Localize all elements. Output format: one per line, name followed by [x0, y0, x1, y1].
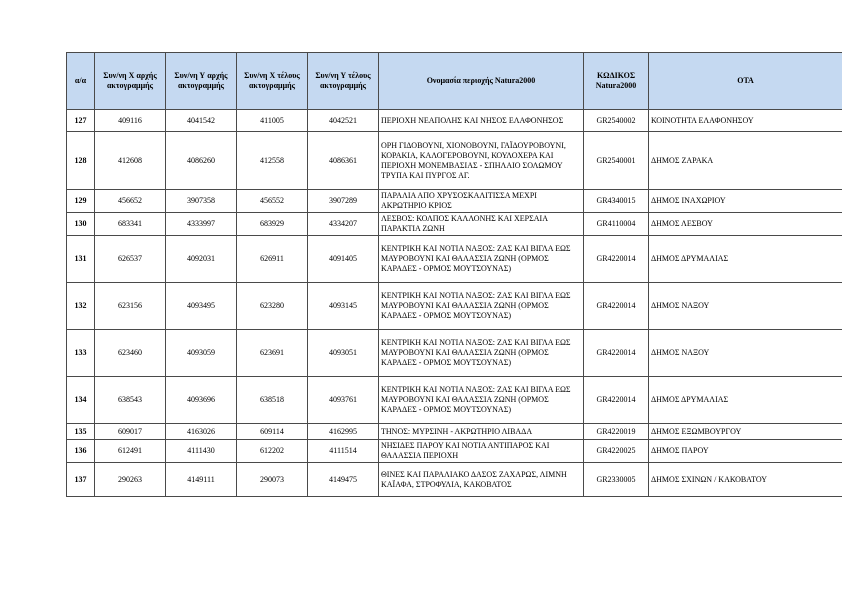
- table-row: [67, 132, 842, 190]
- row-aa: 134: [67, 377, 95, 424]
- row-y-start: 4163026: [166, 424, 237, 440]
- row-y-start: 4092031: [166, 236, 237, 283]
- row-x-start: 456652: [95, 190, 166, 213]
- header-aa: α/α: [67, 53, 95, 110]
- header-natura-code: ΚΩΔΙΚΟΣ Natura2000: [584, 53, 649, 110]
- row-natura-code: GR4220019: [584, 424, 649, 440]
- row-natura-name: ΠΕΡΙΟΧΗ ΝΕΑΠΟΛΗΣ ΚΑΙ ΝΗΣΟΣ ΕΛΑΦΟΝΗΣΟΣ: [379, 110, 584, 132]
- table-row: [67, 330, 842, 377]
- header-natura-name: Ονομασία περιοχής Natura2000: [379, 53, 584, 110]
- natura-coastline-table: [66, 52, 842, 497]
- row-x-start: 412608: [95, 132, 166, 190]
- row-x-start: 626537: [95, 236, 166, 283]
- row-natura-code: GR4220014: [584, 330, 649, 377]
- table-row: [67, 424, 842, 440]
- row-x-end: 623691: [237, 330, 308, 377]
- row-aa: 131: [67, 236, 95, 283]
- row-natura-name: ΚΕΝΤΡΙΚΗ ΚΑΙ ΝΟΤΙΑ ΝΑΞΟΣ: ΖΑΣ ΚΑΙ ΒΙΓΛΑ ΕΩΣ ΜΑΥΡΟΒΟΥΝΙ ΚΑΙ ΘΑΛΑΣΣΙΑ ΖΩΝΗ (ΟΡΜΟΣ ΚΑΡΑΔΕΣ - ΟΡΜΟΣ ΜΟΥΤΣΟΥΝΑΣ): [379, 283, 584, 330]
- row-natura-name: ΚΕΝΤΡΙΚΗ ΚΑΙ ΝΟΤΙΑ ΝΑΞΟΣ: ΖΑΣ ΚΑΙ ΒΙΓΛΑ ΕΩΣ ΜΑΥΡΟΒΟΥΝΙ ΚΑΙ ΘΑΛΑΣΣΙΑ ΖΩΝΗ (ΟΡΜΟΣ ΚΑΡΑΔΕΣ - ΟΡΜΟΣ ΜΟΥΤΣΟΥΝΑΣ): [379, 330, 584, 377]
- row-natura-name: ΛΕΣΒΟΣ: ΚΟΛΠΟΣ ΚΑΛΛΟΝΗΣ ΚΑΙ ΧΕΡΣΑΙΑ ΠΑΡΑΚΤΙΑ ΖΩΝΗ: [379, 213, 584, 236]
- row-x-end: 623280: [237, 283, 308, 330]
- table-row: [67, 110, 842, 132]
- row-x-end: 638518: [237, 377, 308, 424]
- row-x-start: 638543: [95, 377, 166, 424]
- row-x-end: 456552: [237, 190, 308, 213]
- row-x-start: 609017: [95, 424, 166, 440]
- row-y-start: 4041542: [166, 110, 237, 132]
- row-ota: ΔΗΜΟΣ ΝΑΞΟΥ: [649, 330, 842, 377]
- row-natura-code: GR4220014: [584, 377, 649, 424]
- row-y-end: 4093761: [308, 377, 379, 424]
- row-x-start: 409116: [95, 110, 166, 132]
- row-ota: ΔΗΜΟΣ ΣΧΙΝΩΝ / ΚΑΚΟΒΑΤΟΥ: [649, 463, 842, 497]
- row-y-start: 4093696: [166, 377, 237, 424]
- row-y-end: 4042521: [308, 110, 379, 132]
- row-x-end: 683929: [237, 213, 308, 236]
- row-ota: ΔΗΜΟΣ ΙΝΑΧΩΡΙΟΥ: [649, 190, 842, 213]
- row-y-end: 4111514: [308, 440, 379, 463]
- row-natura-code: GR4220014: [584, 236, 649, 283]
- row-natura-name: ΤΗΝΟΣ: ΜΥΡΣΙΝΗ - ΑΚΡΩΤΗΡΙΟ ΛΙΒΑΔΑ: [379, 424, 584, 440]
- table-row: [67, 440, 842, 463]
- row-y-end: 4149475: [308, 463, 379, 497]
- row-y-start: 3907358: [166, 190, 237, 213]
- row-x-end: 412558: [237, 132, 308, 190]
- row-ota: ΔΗΜΟΣ ΔΡΥΜΑΛΙΑΣ: [649, 236, 842, 283]
- row-y-end: 3907289: [308, 190, 379, 213]
- row-x-end: 290073: [237, 463, 308, 497]
- row-y-start: 4093059: [166, 330, 237, 377]
- table-header-row: [67, 53, 842, 110]
- row-aa: 128: [67, 132, 95, 190]
- row-ota: ΔΗΜΟΣ ΝΑΞΟΥ: [649, 283, 842, 330]
- header-y-end: Συν/νη Υ τέλους ακτογραμμής: [308, 53, 379, 110]
- row-aa: 132: [67, 283, 95, 330]
- row-ota: ΚΟΙΝΟΤΗΤΑ ΕΛΑΦΟΝΗΣΟΥ: [649, 110, 842, 132]
- row-natura-code: GR2540001: [584, 132, 649, 190]
- row-ota: ΔΗΜΟΣ ΛΕΣΒΟΥ: [649, 213, 842, 236]
- row-y-end: 4093145: [308, 283, 379, 330]
- table-row: [67, 190, 842, 213]
- row-x-start: 623460: [95, 330, 166, 377]
- row-natura-name: ΚΕΝΤΡΙΚΗ ΚΑΙ ΝΟΤΙΑ ΝΑΞΟΣ: ΖΑΣ ΚΑΙ ΒΙΓΛΑ ΕΩΣ ΜΑΥΡΟΒΟΥΝΙ ΚΑΙ ΘΑΛΑΣΣΙΑ ΖΩΝΗ (ΟΡΜΟΣ ΚΑΡΑΔΕΣ - ΟΡΜΟΣ ΜΟΥΤΣΟΥΝΑΣ): [379, 236, 584, 283]
- row-natura-name: ΚΕΝΤΡΙΚΗ ΚΑΙ ΝΟΤΙΑ ΝΑΞΟΣ: ΖΑΣ ΚΑΙ ΒΙΓΛΑ ΕΩΣ ΜΑΥΡΟΒΟΥΝΙ ΚΑΙ ΘΑΛΑΣΣΙΑ ΖΩΝΗ (ΟΡΜΟΣ ΚΑΡΑΔΕΣ - ΟΡΜΟΣ ΜΟΥΤΣΟΥΝΑΣ): [379, 377, 584, 424]
- row-y-start: 4149111: [166, 463, 237, 497]
- row-natura-code: GR4110004: [584, 213, 649, 236]
- row-x-start: 612491: [95, 440, 166, 463]
- row-y-end: 4334207: [308, 213, 379, 236]
- row-y-end: 4162995: [308, 424, 379, 440]
- row-aa: 133: [67, 330, 95, 377]
- row-natura-name: ΝΗΣΙΔΕΣ ΠΑΡΟΥ ΚΑΙ ΝΟΤΙΑ ΑΝΤΙΠΑΡΟΣ ΚΑΙ ΘΑΛΑΣΣΙΑ ΠΕΡΙΟΧΗ: [379, 440, 584, 463]
- row-y-end: 4091405: [308, 236, 379, 283]
- row-y-start: 4093495: [166, 283, 237, 330]
- row-natura-code: GR4220025: [584, 440, 649, 463]
- header-x-end: Συν/νη Χ τέλους ακτογραμμής: [237, 53, 308, 110]
- row-y-end: 4093051: [308, 330, 379, 377]
- row-y-start: 4111430: [166, 440, 237, 463]
- table-row: [67, 463, 842, 497]
- table-row: [67, 377, 842, 424]
- row-x-start: 683341: [95, 213, 166, 236]
- row-ota: ΔΗΜΟΣ ΖΑΡΑΚΑ: [649, 132, 842, 190]
- row-aa: 136: [67, 440, 95, 463]
- row-natura-name: ΠΑΡΑΛΙΑ ΑΠΟ ΧΡΥΣΟΣΚΑΛΙΤΙΣΣΑ ΜΕΧΡΙ ΑΚΡΩΤΗΡΙΟ ΚΡΙΟΣ: [379, 190, 584, 213]
- row-aa: 135: [67, 424, 95, 440]
- row-y-end: 4086361: [308, 132, 379, 190]
- header-x-start: Συν/νη Χ αρχής ακτογραμμής: [95, 53, 166, 110]
- row-natura-code: GR2540002: [584, 110, 649, 132]
- row-natura-name: ΟΡΗ ΓΙΔΟΒΟΥΝΙ, ΧΙΟΝΟΒΟΥΝΙ, ΓΑΪΔΟΥΡΟΒΟΥΝΙ, ΚΟΡΑΚΙΑ, ΚΑΛΟΓΕΡΟΒΟΥΝΙ, ΚΟΥΛΟΧΕΡΑ ΚΑΙ ΠΕΡΙΟΧΗ ΜΟΝΕΜΒΑΣΙΑΣ - ΣΠΗΛΑΙΟ ΣΟΛΩΜΟΥ ΤΡΥΠΑ ΚΑΙ ΠΥΡΓΟΣ ΑΓ.: [379, 132, 584, 190]
- row-x-start: 290263: [95, 463, 166, 497]
- row-natura-code: GR2330005: [584, 463, 649, 497]
- row-ota: ΔΗΜΟΣ ΕΞΩΜΒΟΥΡΓΟΥ: [649, 424, 842, 440]
- header-y-start: Συν/νη Υ αρχής ακτογραμμής: [166, 53, 237, 110]
- row-aa: 137: [67, 463, 95, 497]
- table-row: [67, 283, 842, 330]
- row-aa: 129: [67, 190, 95, 213]
- table-row: [67, 213, 842, 236]
- row-ota: ΔΗΜΟΣ ΠΑΡΟΥ: [649, 440, 842, 463]
- table-row: [67, 236, 842, 283]
- row-natura-name: ΘΙΝΕΣ ΚΑΙ ΠΑΡΑΛΙΑΚΟ ΔΑΣΟΣ ΖΑΧΑΡΩΣ, ΛΙΜΝΗ ΚΑΪΑΦΑ, ΣΤΡΟΦΥΛΙΑ, ΚΑΚΟΒΑΤΟΣ: [379, 463, 584, 497]
- header-ota: ΟΤΑ: [649, 53, 842, 110]
- row-x-end: 626911: [237, 236, 308, 283]
- row-ota: ΔΗΜΟΣ ΔΡΥΜΑΛΙΑΣ: [649, 377, 842, 424]
- row-x-end: 612202: [237, 440, 308, 463]
- row-natura-code: GR4340015: [584, 190, 649, 213]
- row-aa: 127: [67, 110, 95, 132]
- row-aa: 130: [67, 213, 95, 236]
- row-natura-code: GR4220014: [584, 283, 649, 330]
- row-x-start: 623156: [95, 283, 166, 330]
- row-x-end: 411005: [237, 110, 308, 132]
- row-y-start: 4333997: [166, 213, 237, 236]
- row-y-start: 4086260: [166, 132, 237, 190]
- row-x-end: 609114: [237, 424, 308, 440]
